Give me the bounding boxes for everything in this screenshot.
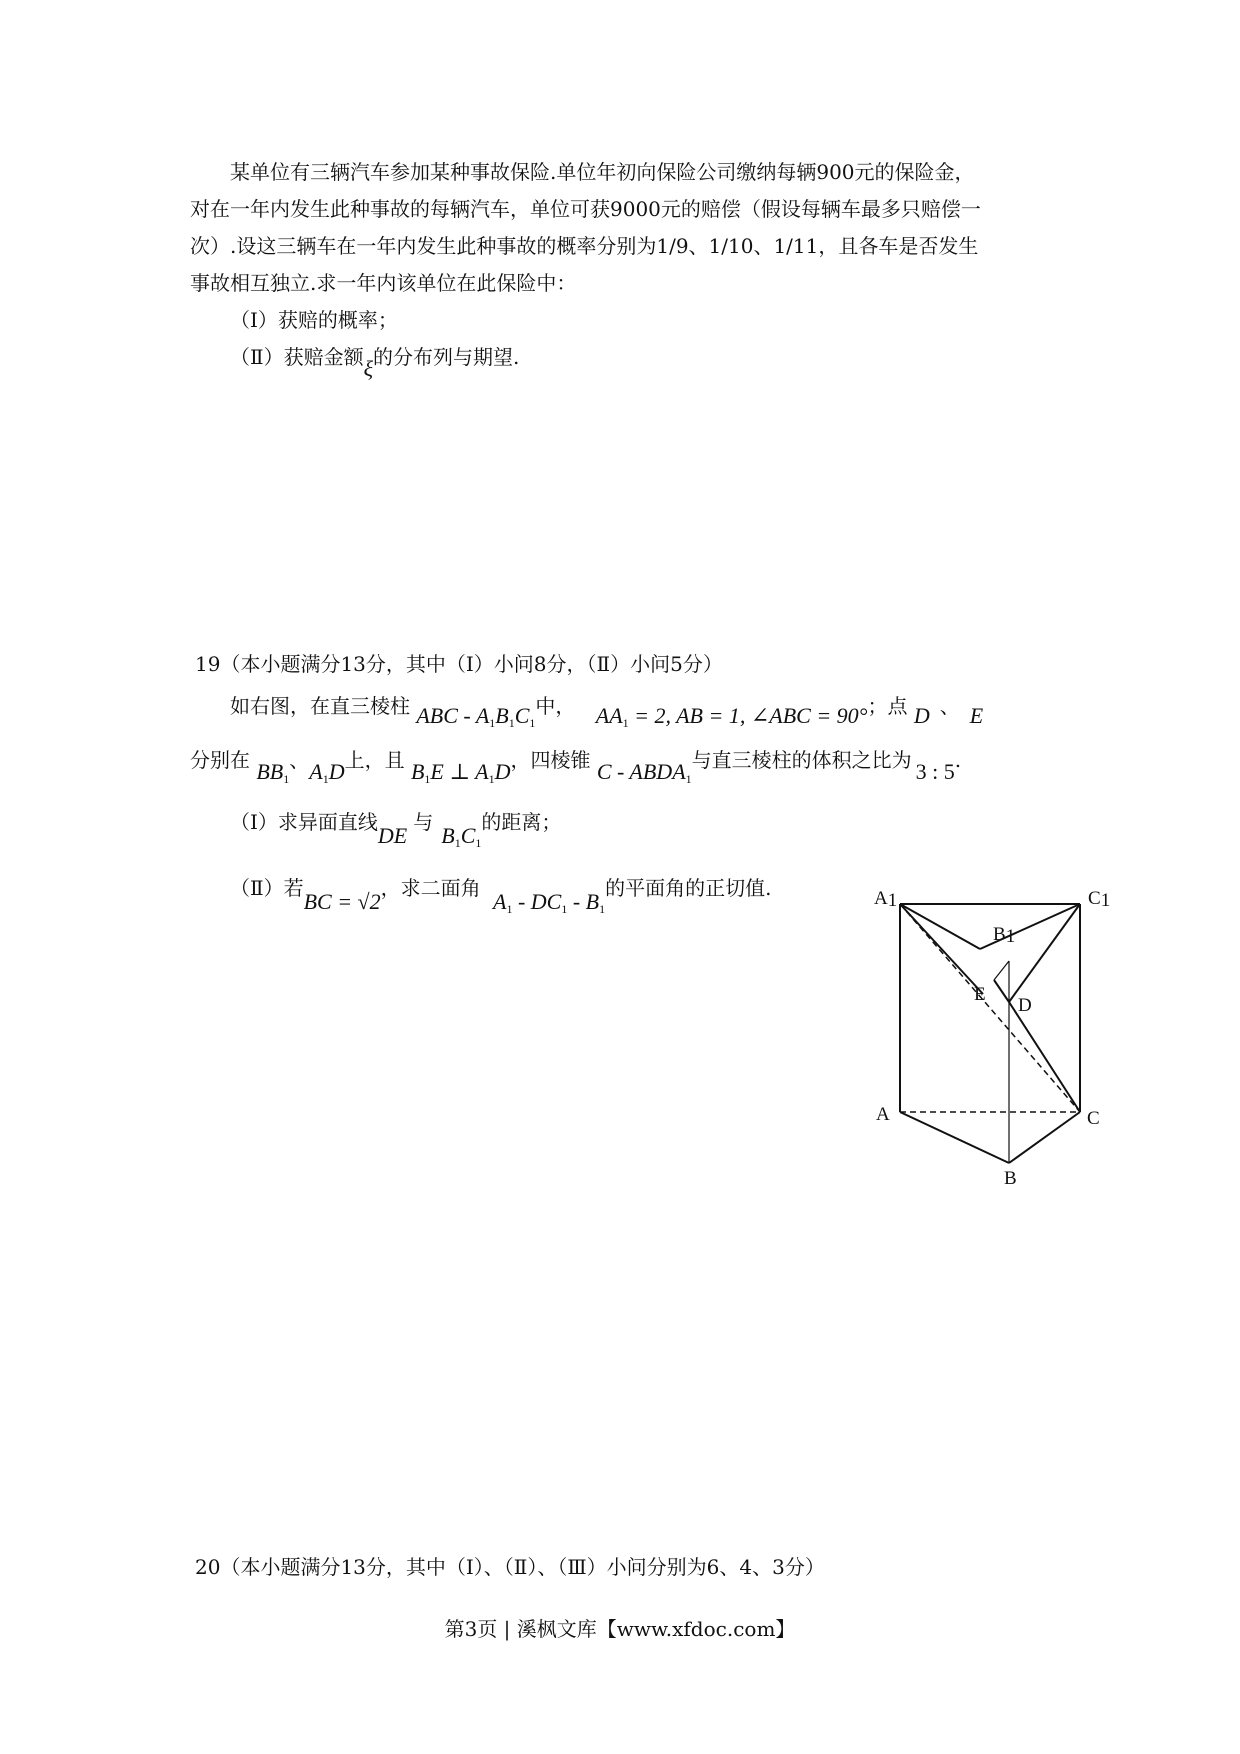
q19-l2-text-b: 上，且: [344, 748, 405, 772]
q19-header: 19（本小题满分13分，其中（Ⅰ）小问8分，（Ⅱ）小问5分）: [195, 652, 723, 676]
q18-line-1: 某单位有三辆汽车参加某种事故保险.单位年初向保险公司缴纳每辆900元的保险金，: [230, 160, 975, 184]
bb1-label: BB: [256, 759, 284, 784]
q19-l1-text-a: 如右图，在直三棱柱: [230, 694, 410, 718]
q18-part-2-text-b: 的分布列与期望.: [373, 345, 520, 369]
label-b: B: [1004, 1168, 1017, 1189]
q19-p1-text-a: （Ⅰ）求异面直线: [230, 810, 378, 834]
q20-header: 20（本小题满分13分，其中（Ⅰ）、（Ⅱ）、（Ⅲ）小问分别为6、4、3分）: [195, 1555, 825, 1579]
b1c1-label: B: [441, 823, 455, 848]
q19-line-1: [230, 692, 984, 730]
label-e: E: [974, 984, 986, 1005]
volume-ratio: 3 : 5: [915, 759, 955, 784]
q18-line-4: 事故相互独立.求一年内该单位在此保险中：: [190, 271, 577, 295]
q19-p2-text-b: ，求二面角: [380, 876, 481, 900]
b1e-label: B: [410, 759, 425, 784]
dihedral-angle: $A_1 - DC_1 - B_1$: [493, 889, 606, 916]
q19-line-2: [190, 746, 962, 786]
point-d: D: [913, 703, 930, 728]
line-b1c1: $B_1C_1$: [441, 823, 482, 850]
q19-p2-text-c: 的平面角的正切值.: [605, 876, 772, 900]
q19-l2-end: .: [954, 748, 962, 772]
label-c1: C1: [1088, 888, 1111, 911]
q18-part-2: [230, 343, 520, 381]
q19-l2-text-c: ，四棱锥: [510, 748, 591, 772]
q19-l1-text-b: 中，: [535, 694, 576, 718]
prism-name: ABC - $A_1B_1C_1$: [416, 703, 536, 730]
a1d-label: A: [309, 759, 323, 784]
point-e: E: [969, 703, 984, 728]
q19-l2-text-a: 分别在: [190, 748, 250, 772]
q19-p2-text-a: （Ⅱ）若: [230, 876, 304, 900]
label-b1: B1: [993, 924, 1016, 947]
page-footer: 第3页 | 溪枫文库【www.xfdoc.com】: [444, 1617, 796, 1641]
pyramid-label: C - ABDA: [596, 759, 686, 784]
line-de: DE: [377, 823, 408, 848]
perpendicular-condition: $B_1E$ ⊥ $A_1D$: [410, 759, 511, 786]
q19-l1-text-c: ；点: [867, 694, 908, 718]
bc-value: BC = √2: [303, 889, 381, 914]
q19-l2-sep: 、: [289, 748, 310, 772]
prism-conditions: $AA_1 = 2$, AB = 1, ∠ABC = 90°: [595, 703, 868, 730]
pyramid-name: C - $ABDA_1$: [596, 759, 692, 786]
segment-bb1: $BB_1$: [256, 759, 290, 786]
cond-aa: AA: [595, 703, 623, 728]
angle-label: A: [493, 889, 507, 914]
segment-a1d: $A_1D$: [309, 759, 345, 786]
xi-symbol: ξ: [363, 356, 374, 381]
prism-figure: [870, 880, 1130, 1200]
label-c: C: [1087, 1108, 1100, 1129]
q18-part-2-text-a: （Ⅱ）获赔金额: [230, 345, 364, 369]
q19-part-2: [230, 874, 772, 916]
q18-line-3: 次）.设这三辆车在一年内发生此种事故的概率分别为1/9、1/10、1/11，且各车是否发生: [190, 234, 979, 258]
label-a1: A1: [874, 888, 898, 911]
q18-part-1: （Ⅰ）获赔的概率；: [230, 308, 398, 332]
cond-values: = 2, AB = 1, ∠ABC = 90°: [628, 703, 868, 728]
q19-p1-text-b: 与: [413, 810, 434, 834]
q18-line-2: 对在一年内发生此种事故的每辆汽车，单位可获9000元的赔偿（假设每辆车最多只赔偿一: [190, 197, 981, 221]
q19-p1-text-c: 的距离；: [481, 810, 562, 834]
label-a: A: [876, 1104, 890, 1125]
label-d: D: [1018, 995, 1032, 1016]
q19-part-1: [230, 808, 562, 850]
prism-abc-a1: ABC - A: [416, 703, 490, 728]
q19-l1-sep: 、: [939, 694, 960, 718]
q19-l2-text-d: 与直三棱柱的体积之比为: [691, 748, 912, 772]
